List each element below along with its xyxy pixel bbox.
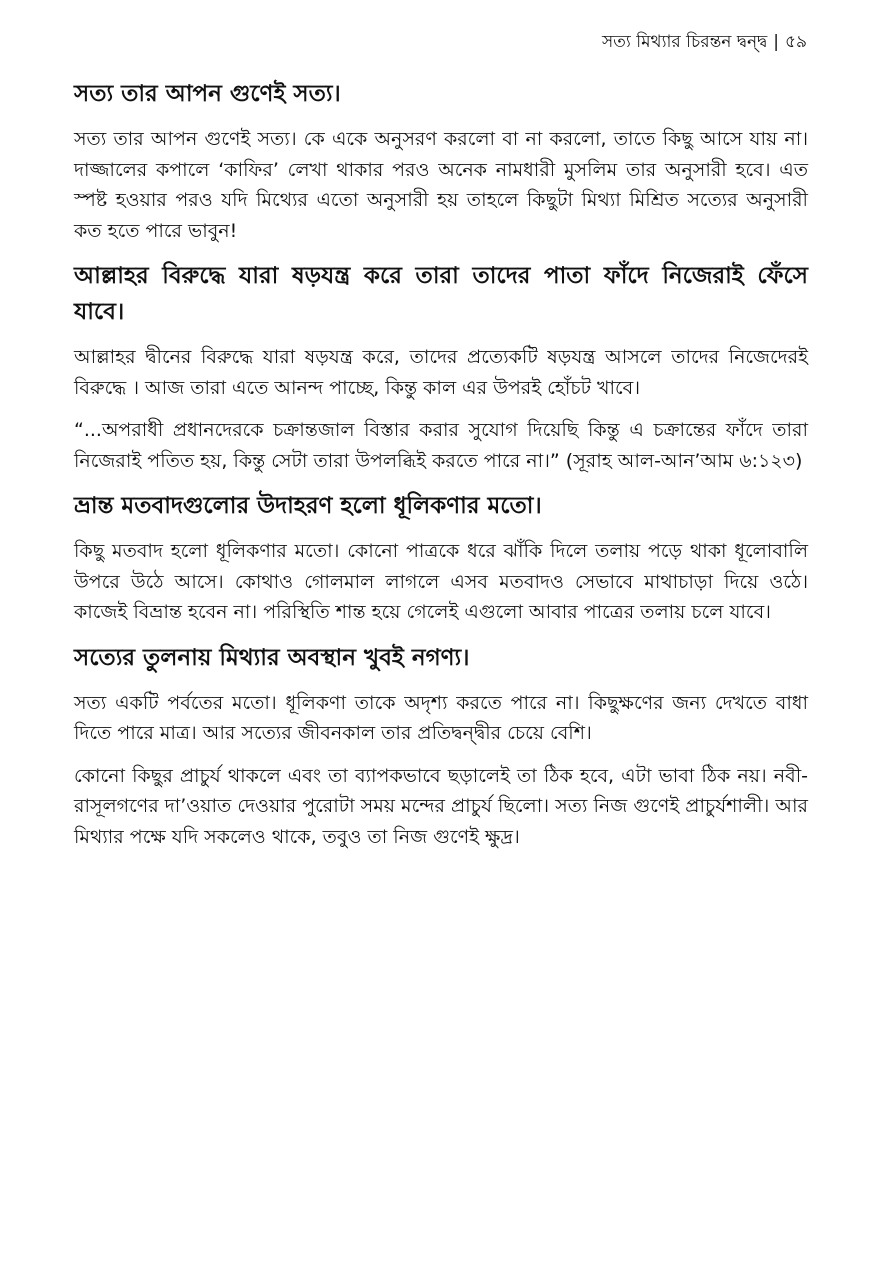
- section-conspiracy: [74, 258, 808, 476]
- section-paragraph: কিছু মতবাদ হলো ধূলিকণার মতো। কোনো পাত্রকে ধরে ঝাঁকি দিলে তলায় পড়ে থাকা ধূলোবালি উপরে উঠে আসে। কোথাও গোলমাল লাগলে এসব মতবাদও সেভাবে মাথাচাড়া দিয়ে ওঠে। কাজেই বিভ্রান্ত হবেন না। পরিস্থিতি শান্ত হয়ে গেলেই এগুলো আবার পাত্রের তলায় চলে যাবে।: [74, 540, 808, 623]
- header-separator: |: [773, 32, 779, 52]
- section-heading: সত্যের তুলনায় মিথ্যার অবস্থান খুবই নগণ্য।: [74, 644, 470, 671]
- running-title: সত্য মিথ্যার চিরন্তন দ্বন্দ্ব: [601, 32, 768, 52]
- section-heading: সত্য তার আপন গুণেই সত্য।: [74, 81, 341, 107]
- page-content: [74, 76, 808, 864]
- section-truth-by-itself: [74, 76, 808, 246]
- section-paragraph: সত্য একটি পর্বতের মতো। ধূলিকণা তাকে অদৃশ্য করতে পারে না। কিছুক্ষণের জন্য দেখতে বাধা দিতে পারে মাত্র। আর সত্যের জীবনকাল তার প্রতিদ্বন্দ্বীর চেয়ে বেশি।: [74, 691, 808, 744]
- running-header: [602, 30, 807, 54]
- section-heading: আল্লাহর বিরুদ্ধে যারা ষড়যন্ত্র করে তারা তাদের পাতা ফাঁদে নিজেরাই ফেঁসে যাবে।: [74, 263, 808, 325]
- page-number: ৫৯: [784, 32, 807, 52]
- section-dust-doctrines: [74, 488, 808, 628]
- section-heading: ভ্রান্ত মতবাদগুলোর উদাহরণ হলো ধূলিকণার মতো।: [74, 493, 542, 519]
- section-falsehood-insignificant: [74, 640, 808, 853]
- section-paragraph: কোনো কিছুর প্রাচুর্য থাকলে এবং তা ব্যাপকভাবে ছড়ালেই তা ঠিক হবে, এটা ভাবা ঠিক নয়। নবী-রাসূলগণের দা’ওয়াত দেওয়ার পুরোটা সময় মন্দের প্রাচুর্য ছিলো। সত্য নিজ গুণেই প্রাচুর্যশালী। আর মিথ্যার পক্ষে যদি সকলেও থাকে, তবুও তা নিজ গুণেই ক্ষুদ্র।: [74, 764, 808, 848]
- section-paragraph: আল্লাহর দ্বীনের বিরুদ্ধে যারা ষড়যন্ত্র করে, তাদের প্রত্যেকটি ষড়যন্ত্র আসলে তাদের নিজেদেরই বিরুদ্ধে । আজ তারা এতে আনন্দ পাচ্ছে, কিন্তু কাল এর উপরই হোঁচট খাবে।: [74, 346, 808, 399]
- section-paragraph: সত্য তার আপন গুণেই সত্য। কে একে অনুসরণ করলো বা না করলো, তাতে কিছু আসে যায় না। দাজ্জালের কপালে ‘কাফির’ লেখা থাকার পরও অনেক নামধারী মুসলিম তার অনুসারী হবে। এত স্পষ্ট হওয়ার পরও যদি মিথ্যের এতো অনুসারী হয় তাহলে কিছুটা মিথ্যা মিশ্রিত সত্যের অনুসারী কত হতে পারে ভাবুন!: [74, 128, 808, 242]
- quran-quote: “...অপরাধী প্রধানদেরকে চক্রান্তজাল বিস্তার করার সুযোগ দিয়েছি কিন্তু এ চক্রান্তের ফাঁদে তারা নিজেরাই পতিত হয়, কিন্তু সেটা তারা উপলব্ধিই করতে পারে না।” (সূরাহ আল-আন’আম ৬:১২৩): [74, 419, 808, 472]
